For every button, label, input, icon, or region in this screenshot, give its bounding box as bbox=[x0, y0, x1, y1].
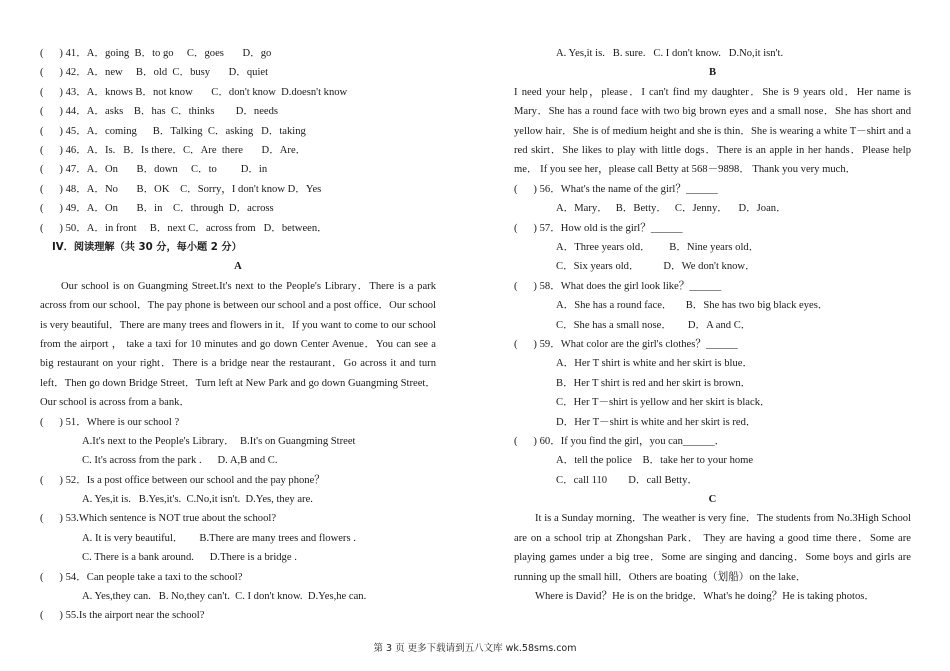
questions-41-50 bbox=[40, 44, 436, 238]
question-48: ( ) 48．A．No B．OK C．Sorry，I don't know D．Yes bbox=[40, 183, 322, 195]
question-46: ( ) 46．A．Is. B．Is there．C．Are there D．Are． bbox=[40, 144, 307, 156]
passage-a-text: Our school is on Guangming Street.It's next to the People's Library．There is a park across from our school．The pay phone is between our school and a post office．Our school is very beautiful．There are many trees and flowers in it．If you want to come to our school from the airport ， take a taxi for 10 minutes and go down Center Avenue．You can see a big restaurant on your right．There is a bridge near the restaurant．Go across it and turn left．Then go down Bridge Street．Turn left at New Park and go down Guangming Street．Our school is across from a bank． bbox=[40, 280, 436, 409]
question-51-options-2: C. It's across from the park . D. A,B and C. bbox=[82, 455, 278, 467]
question-60: ( ) 60．If you find the girl，you can______． bbox=[514, 435, 726, 447]
question-51-options-1: A.It's next to the People's Library． B.It's on Guangming Street bbox=[82, 435, 356, 447]
left-column bbox=[40, 44, 436, 626]
page-footer: 第 3 页 更多下载请到五八文库 wk.58sms.com bbox=[373, 643, 577, 654]
question-43: ( ) 43．A．knows B．not know C．don't know D.doesn't know bbox=[40, 86, 348, 98]
passage-c-last-text: Where is David？He is on the bridge．What's he doing？He is taking photos． bbox=[535, 591, 875, 603]
passage-a-title: A bbox=[234, 261, 242, 273]
question-59: ( ) 59．What color are the girl's clothes？______ bbox=[514, 338, 738, 350]
passage-c-title: C bbox=[708, 494, 717, 506]
question-59-option-b: B．Her T shirt is red and her skirt is brown． bbox=[556, 377, 752, 389]
section-heading: IV．阅读理解（共 30 分，每小题 2 分） bbox=[52, 241, 242, 253]
question-41: ( ) 41．A．going B．to go C．goes D．go bbox=[40, 48, 272, 59]
question-45: ( ) 45．A．coming B．Talking C．asking D．taking bbox=[40, 125, 306, 137]
question-49: ( ) 49．A．On B．in C．through D．across bbox=[40, 203, 274, 215]
question-57: ( ) 57．How old is the girl？______ bbox=[514, 222, 683, 234]
question-54: ( ) 54．Can people take a taxi to the school? bbox=[40, 571, 243, 583]
question-59-option-c: C．Her T－shirt is yellow and her skirt is black． bbox=[556, 397, 771, 409]
question-58: ( ) 58．What does the girl look like？______ bbox=[514, 280, 722, 292]
passage-b: I need your help，please．I can't find my daughter．She is 9 years old．Her name is Mary．She has a round face with two big brown eyes and a small nose．She has short and yellow hair．She is of medium height and she is thin．She is wearing a white T－shirt and a red skirt．She likes to play with little dogs．There is an apple in her hands．Please help me． If you see her，please call Betty at 568－9898． Thank you very much． bbox=[514, 86, 911, 176]
question-59-option-d: D．Her T－shirt is white and her skirt is red． bbox=[556, 416, 757, 428]
question-54-options: A. Yes,they can. B. No,they can't. C. I don't know. D.Yes,he can. bbox=[82, 591, 367, 603]
question-51: ( ) 51．Where is our school ? bbox=[40, 416, 180, 428]
question-52-options: A. Yes,it is. B.Yes,it's. C.No,it isn't. D.Yes, they are. bbox=[82, 494, 313, 506]
passage-c-text: It is a Sunday morning．The weather is very fine．The students from No.3High School are on a school trip at Zhongshan Park． They are having a good time there．Some are playing games under a big tree．Some are singing and dancing．Some boys and girls are running up the small hill．Others are boating（划船）on the lake． bbox=[514, 513, 911, 583]
question-53: ( ) 53.Which sentence is NOT true about the school? bbox=[40, 513, 277, 525]
question-60-options-1: A．tell the police B．take her to your home bbox=[556, 455, 754, 467]
question-57-options-2: C．Six years old． D．We don't know． bbox=[556, 261, 756, 273]
question-53-options-1: A. It is very beautiful． B.There are many trees and flowers . bbox=[82, 532, 356, 544]
question-47: ( ) 47．A．On B．down C．to D．in bbox=[40, 164, 268, 176]
question-56: ( ) 56．What's the name of the girl？______ bbox=[514, 183, 718, 195]
question-60-options-2: C．call 110 D．call Betty． bbox=[556, 474, 699, 486]
question-56-options: A．Mary． B．Betty． C．Jenny． D．Joan． bbox=[556, 203, 787, 215]
question-58-options-1: A．She has a round face． B．She has two big black eyes． bbox=[556, 300, 829, 312]
passage-c bbox=[514, 509, 911, 587]
passage-a bbox=[40, 277, 436, 413]
question-59-option-a: A．Her T shirt is white and her skirt is blue． bbox=[556, 358, 754, 370]
question-58-options-2: C．She has a small nose． D．A and C． bbox=[556, 319, 752, 331]
questions-51-55 bbox=[40, 413, 436, 626]
question-55-options: A. Yes,it is. B. sure. C. I don't know. D.No,it isn't. bbox=[556, 48, 784, 59]
questions-56-60 bbox=[514, 180, 911, 490]
passage-c-last bbox=[514, 587, 911, 606]
question-52: ( ) 52．Is a post office between our school and the pay phone？ bbox=[40, 474, 325, 486]
question-53-options-2: C. There is a bank around. D.There is a bridge . bbox=[82, 552, 297, 564]
question-57-options-1: A．Three years old． B．Nine years old． bbox=[556, 241, 760, 253]
right-column bbox=[514, 44, 911, 606]
question-44: ( ) 44．A．asks B．has C．thinks D．needs bbox=[40, 106, 279, 118]
question-50: ( ) 50．A．in front B．next C．across from D．between． bbox=[40, 222, 328, 234]
question-42: ( ) 42．A．new B．old C．busy D．quiet bbox=[40, 67, 269, 79]
question-55: ( ) 55.Is the airport near the school? bbox=[40, 610, 205, 622]
passage-b-title: B bbox=[708, 67, 717, 79]
